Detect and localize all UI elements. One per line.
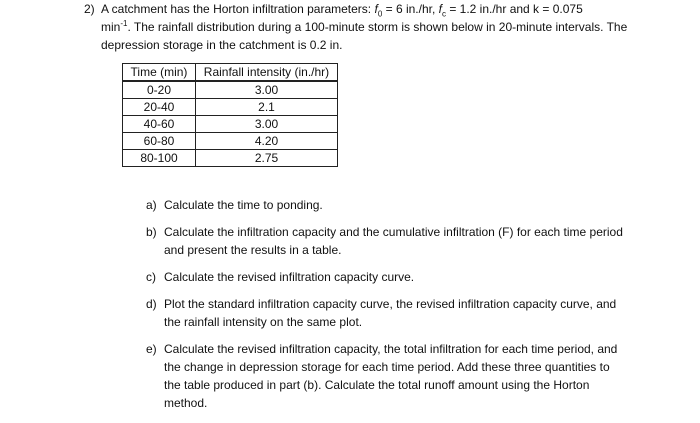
table-header-row: [123, 64, 338, 82]
part-text: Plot the standard infiltration capacity curve, the revised infiltration capacity curve, and the rainfall intensity on the same plot.: [164, 297, 617, 329]
part-label: e): [146, 342, 157, 356]
table-row: [123, 116, 338, 133]
intro-text-2: = 6 in./hr,: [382, 2, 439, 16]
intro-text-3: = 1.2 in./hr and k = 0.075: [445, 2, 583, 16]
part-label: d): [146, 297, 157, 311]
part-text: Calculate the revised infiltration capacity curve.: [164, 270, 415, 284]
question-parts: [146, 196, 626, 421]
table-row: [123, 99, 338, 116]
part-label: a): [146, 198, 157, 212]
part-c: [146, 268, 626, 286]
part-text: Calculate the revised infiltration capacity, the total infiltration for each time period, and the change in depression storage for each time period. Add these three quantities to the table produced in part (b). Calculate the total runoff amount using the Horton method.: [164, 342, 618, 410]
table-header-time: Time (min): [123, 64, 196, 82]
part-text: Calculate the infiltration capacity and the cumulative infiltration (F) for each time period and present the results in a table.: [164, 225, 623, 257]
table-cell-intensity: 2.1: [196, 99, 338, 116]
intro-text-5: . The rainfall distribution during a 100-minute storm is shown below in 20-minute intervals. The depression storage in the catchment is 0.2 in.: [101, 20, 628, 52]
table-cell-time: 60-80: [123, 133, 196, 150]
part-a: [146, 196, 626, 214]
part-text: Calculate the time to ponding.: [164, 198, 323, 212]
question-intro: [101, 0, 661, 54]
intro-text-4: min: [101, 20, 121, 34]
table-row: [123, 150, 338, 167]
f0-subscript: 0: [377, 9, 383, 19]
table-cell-time: 20-40: [123, 99, 196, 116]
part-d: [146, 295, 626, 331]
table-cell-intensity: 3.00: [196, 116, 338, 133]
f-symbol: f: [438, 2, 442, 16]
rainfall-table: [122, 63, 338, 167]
intro-text-1: A catchment has the Horton infiltration parameters:: [101, 2, 375, 16]
table-header-intensity: Rainfall intensity (in./hr): [196, 64, 338, 82]
table-cell-intensity: 2.75: [196, 150, 338, 167]
question-number: 2): [84, 2, 95, 16]
fc-subscript: c: [441, 9, 446, 19]
table-cell-time: 80-100: [123, 150, 196, 167]
table-cell-time: 0-20: [123, 81, 196, 99]
table-row: [123, 133, 338, 150]
table-cell-time: 40-60: [123, 116, 196, 133]
part-label: c): [146, 270, 156, 284]
table-cell-intensity: 3.00: [196, 81, 338, 99]
table-cell-intensity: 4.20: [196, 133, 338, 150]
table-row: [123, 81, 338, 99]
part-b: [146, 223, 626, 259]
part-e: [146, 340, 626, 412]
part-label: b): [146, 225, 157, 239]
exponent: -1: [120, 19, 128, 28]
f-symbol: f: [374, 2, 378, 16]
